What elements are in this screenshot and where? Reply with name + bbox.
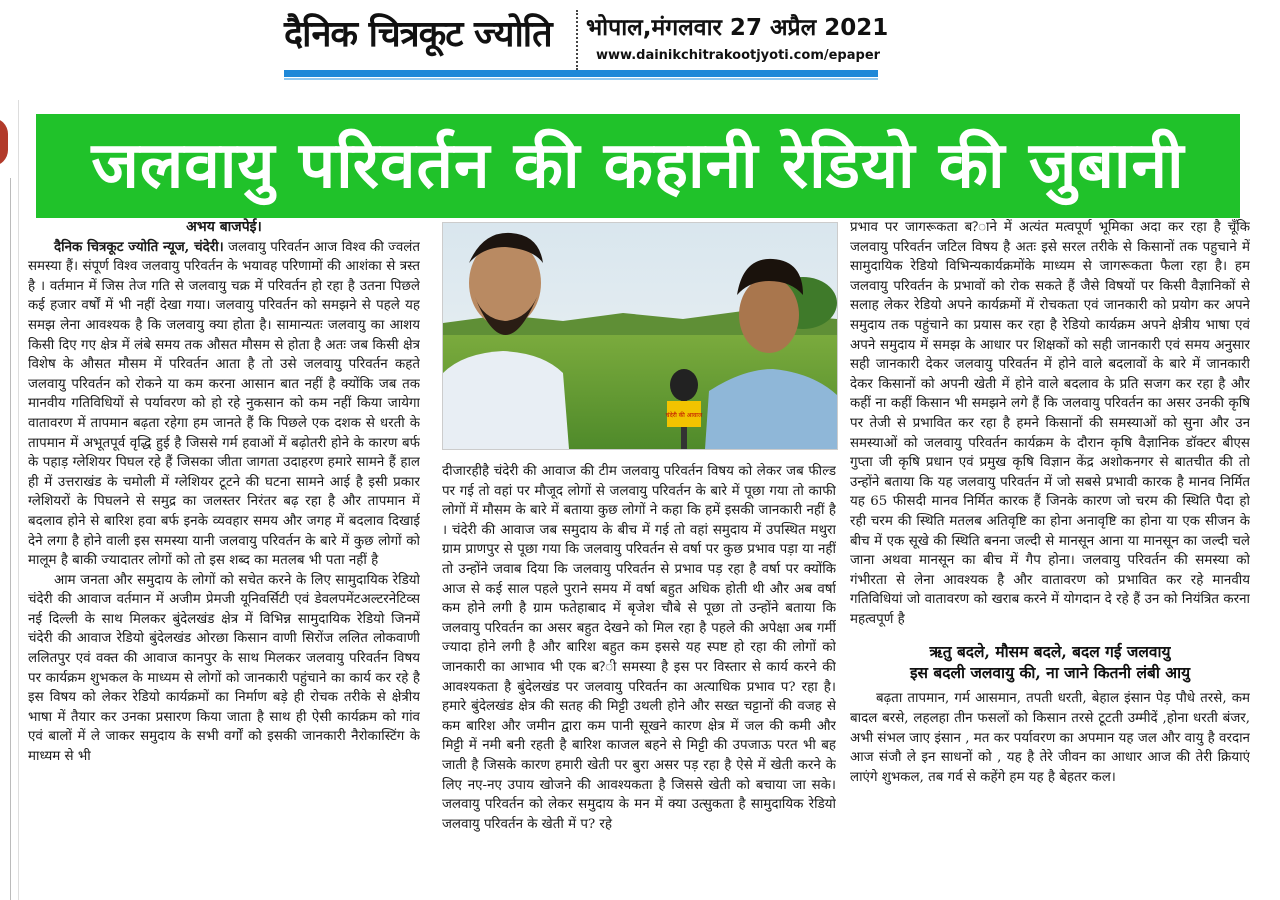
- masthead-rule: [284, 70, 878, 77]
- paragraph-text: जलवायु परिवर्तन आज विश्व की ज्वलंत समस्या हैं। संपूर्ण विश्व जलवायु परिवर्तन के भयावह परिणामों की आशंका से त्रस्त है । वर्तमान में जिस तेज गति से जलवायु चक्र में परिवर्तन हो रहा है उतना पिछले कई हजार वर्षों में भी नहीं देखा गया। जलवायु परिवर्तन को समझने से पहले यह समझ लेना आवश्यक है कि जलवायु क्या होता है। सामान्यतः जलवायु का आशय किसी दिए गए क्षेत्र में लंबे समय तक औसत मौसम से होता है अतः जब किसी क्षेत्र विशेष के औसत मौसम में परिवर्तन आता है तो उसे जलवायु परिवर्तन कहते जलवायु परिवर्तन को रोकने या कम करना आसान बात नहीं है क्योंकि जब तक मानवीय गतिविधियों से पर्यावरण को हो रहे नुकसान को कम नहीं किया जायेगा वातावरण में तापमान बढ़ता रहेगा हम जानते हैं कि पिछले एक दशक से धरती के तापमान में अभूतपूर्व वृद्धि हुई है जिससे गर्म हवाओं में बढ़ोतरी होने के कारण बर्फ के पहाड़ ग्लेशियर पिघल रहे हैं जिसका जीता जागता उदाहरण हमारे सामने हैं हाल ही में उत्तराखंड के चमोली में ग्लेशियर टूटने की घटना सामने आई है इसी प्रकार ग्लेशियरों के पिघलने से समुद्र का जलस्तर निरंतर बढ़ रहा है और तापमान में बदलाव होने से बारिश हवा बर्फ इनके व्यवहार समय और जगह में बदलाव दिखाई देने लगा है होने वाली इस समस्या यानी जलवायु परिवर्तन के बारे में कुछ लोगों को मालूम है बाकी ज्यादातर लोगों को तो इस शब्द का मतलब भी पता नहीं है: [28, 239, 420, 569]
- lead-dateline: दैनिक चित्रकूट ज्योति न्यूज, चंदेरी।: [54, 238, 224, 255]
- poem-subhead: [850, 641, 1250, 683]
- article-photo: [442, 222, 838, 450]
- poem-paragraph: बढ़ता तापमान, गर्म आसमान, तपती धरती, बेहाल इंसान पेड़ पौधे तरसे, कम बादल बरसे, लहलहा तीन फसलों को किसान तरसे टूटती उम्मीदें ,होना धरती बंजर, अभी संभल जाए इंसान , मत कर पर्यावरण का अपमान यह जल और वायु है वरदान आज संजौ ले इन साधनों को , यह है तेरे जीवन का आधार आज की तेरी क्रियाएं लाएंगे शुभकल, तब गर्व से कहेंगे हम यह है बेहतर कल।: [850, 691, 1250, 785]
- article-column-2: [442, 462, 836, 898]
- paragraph: [28, 238, 420, 571]
- epaper-url: www.dainikchitrakootjyoti.com/epaper: [596, 48, 881, 63]
- article-headline: जलवायु परिवर्तन की कहानी रेडियो की जुबानी: [91, 129, 1185, 203]
- masthead-divider: [576, 10, 580, 70]
- paragraph: दीजारहीहै चंदेरी की आवाज की टीम जलवायु परिवर्तन विषय को लेकर जब फील्ड पर गई तो वहां पर मौजूद लोगों से जलवायु परिवर्तन के बारे में पूछा गया तो काफी लोगों में मौसम के बारे में बताया कुछ लोगों ने कहा कि हमें इसकी जानकारी नहीं है । चंदेरी की आवाज जब समुदाय के बीच में गई तो वहां समुदाय में उपस्थित मथुरा ग्राम प्राणपुर से पूछा गया कि जलवायु परिवर्तन से वर्षा पर कुछ प्रभाव पड़ा या नहीं तो उन्होंने जवाब दिया कि जलवायु परिवर्तन से प्रभाव पड़ रहा है वर्षा पर क्योंकि आज से कई साल पहले पुराने समय में वर्षा बहुत अधिक होती थी और अब वर्षा कम होने लगी है ग्राम फतेहाबाद में बृजेश चौबे से पूछा तो उन्होंने बताया कि जलवायु परिवर्तन का असर बहुत देखने को मिल रहा है पहले की अपेक्षा अब गर्मी ज्यादा होने लगी है और बारिश बहुत कम इससे यह स्पष्ट हो रहा की लोगों को जानकारी का आभाव भी एक ब?ी समस्या है इस पर विस्तार से कार्य करने की आवश्यकता है बुंदेलखंड पर जलवायु परिवर्तन का अत्याधिक प्रभाव प? रहा है। हमारे बुंदेलखंड क्षेत्र की सतह की मिट्टी उथली होने और सख्त चट्टानों की वजह से कम बारिश और जमीन द्वारा कम पानी सूखने कारण क्षेत्र में जल की कमी और मिट्टी में नमी बनी रहती है बारिश काजल बहने से मिट्टी की उपजाऊ परत भी बह जाती है जिसके कारण हमारी खेती पर बुरा असर पड़ रहा है ऐसे में खेती करने के लिए नए-नए उपाय खोजने की आवश्यकता है जिससे खेती को बचाया जा सके। जलवायु परिवर्तन को लेकर समुदाय के मन में क्या उत्सुकता है सामुदायिक रेडियो जलवायु परिवर्तन के खेती में प? रहे: [442, 464, 836, 832]
- byline: अभय बाजपेई।: [186, 219, 262, 235]
- newspaper-name: दैनिक चित्रकूट ज्योति: [284, 14, 552, 55]
- masthead: [0, 0, 1280, 92]
- man-left-shirt: [443, 351, 569, 449]
- issue-dateline: भोपाल,मंगलवार 27 अप्रैल 2021: [586, 15, 889, 41]
- poem-subhead-line-1: ऋतु बदले, मौसम बदले, बदल गई जलवायु: [929, 642, 1171, 662]
- left-edge-rule: [10, 178, 11, 900]
- interview-photo-illustration: [443, 223, 837, 449]
- headline-banner: [36, 114, 1240, 218]
- microphone-flag-label: चंदेरी की आवाज: [665, 412, 703, 419]
- masthead-rule-thin: [284, 78, 878, 80]
- poem-subhead-line-2: इस बदली जलवायु की, ना जाने कितनी लंबी आयु: [909, 663, 1191, 683]
- man-right-face: [739, 277, 799, 353]
- paragraph: प्रभाव पर जागरूकता ब?ाने में अत्यंत मत्वपूर्ण भूमिका अदा कर रहा है चूँकि जलवायु परिवर्तन जटिल विषय है अतः इसे सरल तरीके से किसानों तक पहुचाने में सामुदायिक रेडियो विभिन्यकार्यक्रमोंके माध्यम से जागरूकता फैला रहा है। हम जलवायु परिवर्तन के प्रभावों को रोक सकते हैं जैसे विषयों पर किसी वैज्ञानिकों से सलाह लेकर रेडियो अपने कार्यक्रमों में रोचकता एवं जानकारी को प्रयोग कर अपने समुदाय तक पहुंचाने का प्रयास कर रहा है रेडियो कार्यक्रम अपने क्षेत्रीय भाषा एवं अपने समुदाय में समझ के आधार पर शिक्षकों को सही जानकारी एवं समय अनुसार सही जानकारी देकर जलवायु परिवर्तन में होने वाले बदलावों के बारे में जानकारी देकर किसानों को अपनी खेती में होने वाले बदलाव के प्रति सजग कर रहा है और कहीं ना कहीं किसान भी समझने लगे हैं कि जलवायु परिवर्तन का असर उनकी कृषि पर तेजी से प्रभावित कर रहा है हमने किसानों की समस्याओं को सुना और उन समस्याओं को जलवायु परिवर्तन कार्यक्रम के दौरान कृषि वैज्ञानिक डॉक्टर बीएस गुप्ता जी कृषि प्रधान एवं प्रमुख कृषि विज्ञान केंद्र अशोकनगर से बातचीत की तो उन्होंने बताया कि यह जलवायु परिवर्तन में जो सबसे प्रभावी कारक है मानव निर्मित यह 65 फीसदी मानव निर्मित कारक हैं जिनके कारण जो चरम की स्थिति पैदा हो रही चरम की स्थिति मतलब अतिवृष्टि का होना अनावृष्टि का होना या एक सीजन के बीच में एक सूखे की स्थिति बनना जल्दी से मानसून आना या मानसून का जल्दी चले जाना अथवा मानसून का बीच में गैप होना। जलवायु परिवर्तन की समस्या को गंभीरता से लेना आवश्यक है और वातावरण को प्रभावित कर रहे मानवीय गतिविधियां जो वातावरण को खराब करने में योगदान दे रहे हैं उन को नियंत्रित करना महत्वपूर्ण है: [850, 220, 1250, 627]
- article-column-3: [850, 218, 1250, 898]
- paragraph: आम जनता और समुदाय के लोगों को सचेत करने के लिए सामुदायिक रेडियो चंदेरी की आवाज वर्तमान में अजीम प्रेमजी यूनिवर्सिटी एवं डेवलपमेंटअल्टरनेटिव्स नई दिल्ली के साथ मिलकर बुंदेलखंड क्षेत्र में विभिन्न सामुदायिक रेडियो जिनमें चंदेरी की आवाज रेडियो बुंदेलखंड ओरछा किसान वाणी सिरोंज ललित लोकवाणी ललितपुर एवं वक्त की आवाज कानपुर के साथ मिलकर जलवायु परिवर्तन विषय पर कार्यक्रम शुभकल के माध्यम से लोगों को जानकारी पहुंचाने का कार्य कर रहे है इस विषय को लेकर रेडियो कार्यक्रमों का निर्माण बड़े ही रोचक तरीके से क्षेत्रीय भाषा में तैयार कर उनका प्रसारण किया जाता है साथ ही ऐसी कार्यक्रम को गांव एवं बालों में ले जाकर समुदाय के सभी वर्गों को इसकी जानकारी नैरोकास्टिंग के माध्यम से भी: [28, 572, 420, 765]
- article-column-1: [28, 218, 420, 898]
- microphone-head: [670, 369, 698, 401]
